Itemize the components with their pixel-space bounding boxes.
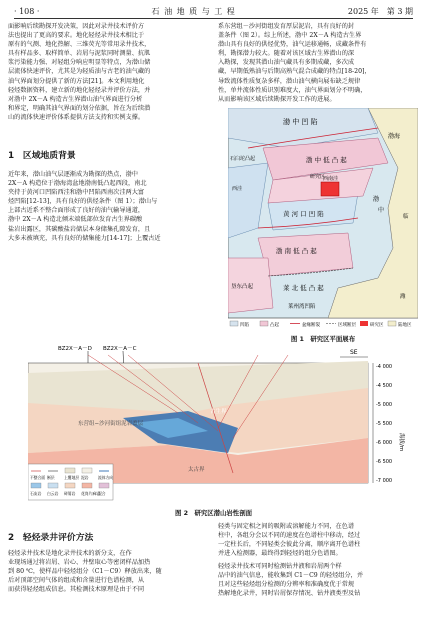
journal-title: 石 油 地 质 与 工 程 [151, 6, 236, 16]
text-line: 夹持于黄河口凹陷西洼和渤中凹陷西南次洼两大富 [8, 189, 145, 197]
map-legend [230, 321, 412, 328]
text-line: 后对顶部空间气体的组成和含量进行色谱检测，从 [8, 577, 145, 585]
legend-label: 碎屑岩 [64, 491, 76, 496]
text-line: 性，单井流体性质识别难度大，油气界面划分不明确， [218, 86, 367, 94]
legend-label: 不整合面 [30, 475, 46, 480]
text-line: 潜山具有良好的供烃优势，油气运移通畅，成藏条件有 [218, 41, 367, 49]
text-line: 利，勘探潜力较大。随着对该区域古生界潜山的深 [218, 50, 355, 58]
text-line: 山的流体快速评价体系提供方法支持和实例支撑。 [8, 113, 145, 121]
section-1-title: 1 区域地质背景 [8, 151, 76, 161]
legend-label: 凹陷 [240, 323, 249, 328]
text-line: 而获得轻烃组成信息。其检测技术原理是由于不同 [8, 586, 145, 594]
legend-label: 泥岩 [81, 475, 89, 480]
section-2-title: 2 轻烃录井评价方法 [8, 533, 94, 543]
depth-tick: -5 500 [376, 421, 393, 427]
text-line: 浆污染能力强、对轻组分响应明显等特点，为潜山储 [8, 59, 151, 67]
depth-tick: -4 000 [376, 364, 393, 370]
text-line: 渤中 2X－A 构造北倾末端低部位发育古生界碳酸 [8, 216, 143, 224]
study-area-marker [321, 182, 339, 196]
depth-tick: -7 000 [376, 478, 393, 484]
map-label: 渤 南 低 凸 起 [276, 247, 317, 255]
left-section1-text [8, 170, 208, 243]
depth-tick: -5 000 [376, 402, 393, 408]
text-line: 面影响后续勘探开发决策，因此对录井技术评价方 [8, 23, 145, 30]
text-line: 2X－A 构造位于渤海湾盆地渤南低凸起西段，南北 [8, 180, 147, 188]
legend-label: 白云岩 [47, 491, 59, 496]
page-number: · 108 · [14, 6, 40, 16]
text-line: 入勘探，发现其潜山油气藏具有多期成藏，多次成 [218, 59, 355, 67]
text-line: 近年来，潜山油气层逐渐成为勘探的热点，渤中 [8, 171, 138, 178]
map-label: 西洼 [232, 186, 243, 192]
right-section2-text-b [218, 562, 421, 598]
figure-2-section [28, 343, 408, 503]
text-line: 到 80 ℃，使样品中轻烃组分（C1－C9）释放出来，随 [8, 568, 162, 576]
text-line: 轻烃录井技术是地化录井技术的新分支，在作 [8, 550, 132, 557]
text-line: 和界定，明确其油气界面的划分依据，旨在为后续潜 [8, 104, 151, 112]
direction-label: SE [350, 349, 358, 356]
stratum-label: 古生界 [210, 409, 227, 415]
map-label: 研究区 [310, 174, 326, 180]
text-line: 层流体快速评价，尤其是为轻质油与古老的油气藏的 [8, 68, 151, 76]
right-top-text [218, 22, 421, 104]
left-section2-text [8, 549, 208, 594]
well-label: BZ2X－A－D [58, 346, 92, 352]
text-line: 柱中，各组分会以不同的速度在色谱柱中移动，经过 [218, 532, 361, 540]
figure-1-caption: 图 1 研究区平面展布 [290, 335, 356, 343]
legend-label: 研究区 [370, 323, 384, 328]
text-line: 轻类与固定相之间的吸附或溶解能力不同，在色谱 [218, 523, 355, 530]
right-section2-text-a [218, 522, 421, 558]
left-intro-text [8, 22, 208, 122]
text-line: 盐岩出露区，其碳酸盐岩储层本身储集孔隙发育，且 [8, 225, 151, 233]
figure-1-map [228, 108, 418, 332]
legend-label: 花岗片麻岩 [81, 491, 100, 496]
text-line: 热解地化录井，同时岩屑保存情况、钻井液类型及钻 [218, 590, 361, 598]
text-line: 且对这些轻烃组分检测的分辨率和准确度优于常规 [218, 581, 355, 589]
text-line: 导致流体性质复杂多样，潜山油气横向展布缺乏规律 [218, 77, 361, 85]
text-line: 原有的气测、地化热解、三维荧光等常用录井技术， [8, 41, 151, 49]
legend-label: 区域断层 [338, 323, 356, 328]
section-legend [28, 464, 113, 500]
text-line: 藏，早期低熟油与后期高熟气混合成藏的特点[18-20]， [218, 68, 371, 76]
legend-label: 混合 [98, 491, 106, 496]
legend-label: 石灰岩 [30, 491, 42, 496]
text-line: 一定柱长后，不同轻类会彼此分离，顺序离开色谱柱 [218, 541, 361, 549]
text-line: 上部古近系不整合面形成了良好的油气输导通道， [8, 207, 145, 215]
depth-axis [376, 364, 392, 484]
depth-axis-label: 海拔/m [398, 433, 404, 452]
legend-label: 断层 [47, 475, 55, 480]
stratum-label: 东营组−沙河街组泥岩盖层 [78, 421, 144, 427]
map-label: 渤 [373, 196, 380, 203]
figure-2-caption: 图 2 研究区潜山岩性剖面 [175, 509, 252, 517]
well-label: BZ2X－A－C [103, 346, 137, 352]
map-label: 莱州湾凹陷 [288, 304, 316, 310]
text-line: 轻烃数据资料，建立新的地化轻烃录井评价方法，并 [8, 86, 151, 94]
depth-tick: -4 500 [376, 383, 393, 389]
depth-tick: -6 000 [376, 440, 393, 446]
text-line: 从而影响该区域后续勘探开发工作的进展。 [218, 95, 336, 103]
text-line: 系东营组－沙河街组发育厚层泥岩，具有良好的封 [218, 23, 355, 30]
map-label: 临 [403, 214, 409, 220]
text-line: 并进入检测器，最终得到轻烃的组分色谱图。 [218, 550, 342, 558]
legend-label: 凸起 [270, 323, 279, 328]
issue-info: 2025 年 第 3 期 [347, 6, 413, 16]
map-label: 垦东凸起 [231, 284, 254, 290]
map-label: 渤海 [388, 133, 401, 140]
map-label: 中 [378, 207, 385, 214]
text-line: 大多未被填充，具有良好的储集能力[14-17]；上覆古近 [8, 234, 161, 242]
legend-label: 流体方向 [98, 475, 114, 480]
running-header [14, 4, 413, 19]
legend-label: 上覆地层 [64, 475, 80, 480]
text-line: 法也提出了更高的要求。地化轻烃录井技术相比于 [8, 32, 145, 40]
map-label: 渤 中 凹 陷 [283, 118, 318, 126]
text-line: 业现场通过将岩屑、岩心、井壁取心等密闭样品加热 [8, 559, 151, 567]
map-label: 渤 中 低 凸 起 [306, 156, 347, 164]
map-label: 西南洼 [323, 176, 339, 182]
stratum-label: 太古界 [188, 467, 205, 473]
legend-label: 盆缘断裂 [302, 323, 320, 328]
map-label: 莱 北 低 凸 起 [283, 284, 324, 292]
text-line: 具有样品多、取样简单、岩屑与泥浆同时测量、抗肌 [8, 50, 151, 58]
text-line: 盖条件（图 2）。综上所述，渤中 2X－A 构造古生界 [218, 32, 362, 40]
depth-tick: -6 500 [376, 459, 393, 465]
text-line: 对渤中 2X－A 构造古生界潜山油气界面进行分析 [8, 95, 143, 103]
text-line: 轻烃录井技术可同时检测钻井液和岩屑两个样 [218, 563, 342, 570]
map-label: 黄 河 口 凹 陷 [283, 210, 324, 218]
text-line: 品中的油气信息，能收集到 C1－C9 的轻烃组分，并 [218, 572, 364, 580]
text-line: 烃凹陷[12-13]，具有良好的供烃条件（图 1）；潜山与 [8, 198, 158, 206]
map-label: 石臼坨凸起 [230, 156, 256, 162]
legend-label: 陆地区 [398, 323, 412, 328]
map-label: 潍 [400, 294, 406, 300]
text-line: 油气界面划分提供了新的方法[21]。本文利用地化 [8, 77, 145, 85]
